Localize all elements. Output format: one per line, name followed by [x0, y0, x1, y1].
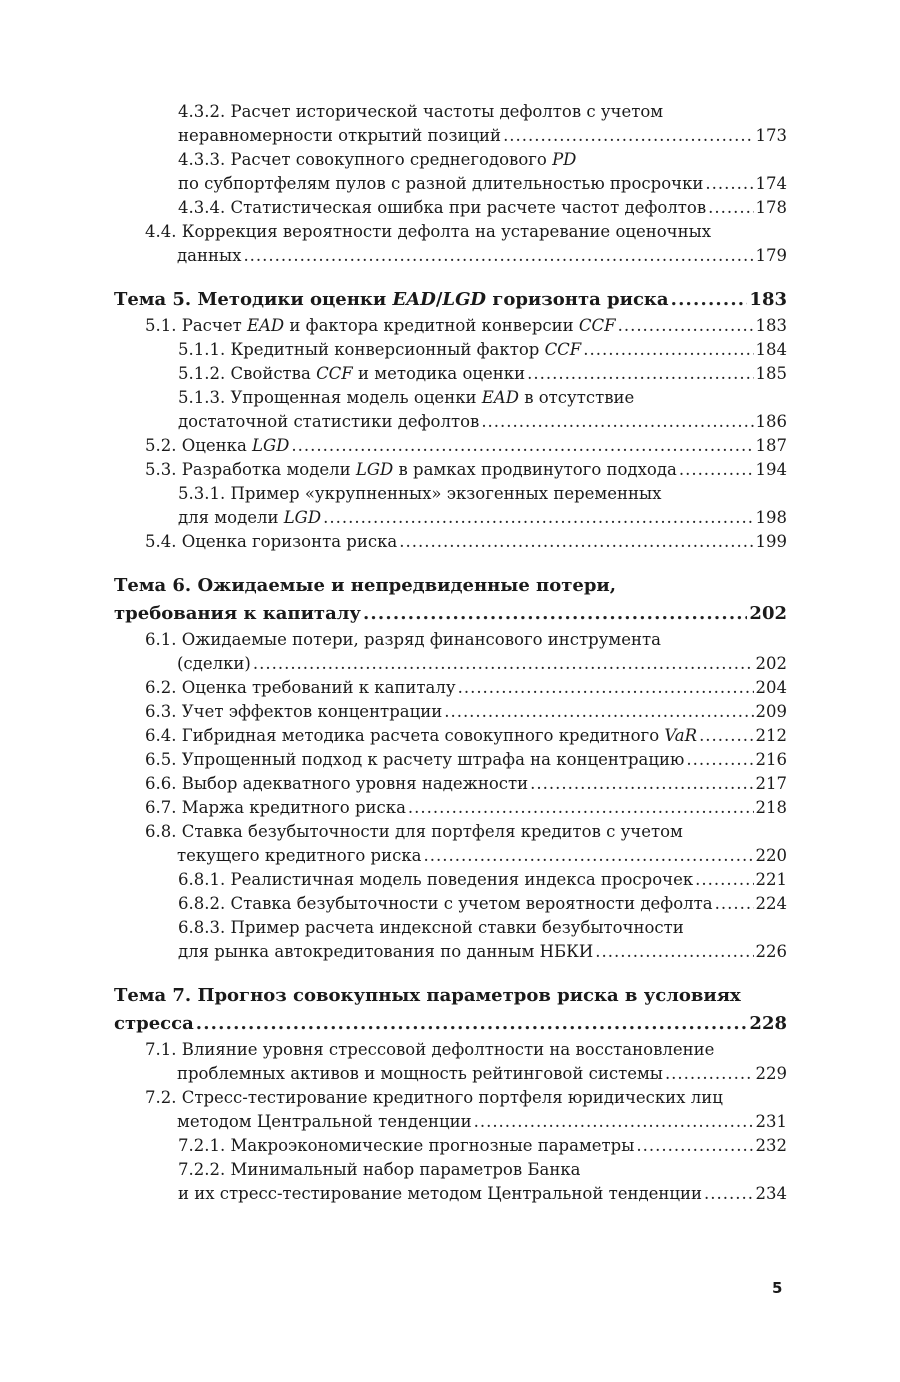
- entry-title: 5.1.2. Свойства CCF и методика оценки: [178, 364, 526, 383]
- entry-title: для модели LGD: [178, 508, 322, 527]
- entry-title: 6.2. Оценка требований к капиталу: [145, 678, 456, 697]
- entry-title-line: 5.1.3. Упрощенная модель оценки EAD в отсутствие: [178, 388, 635, 407]
- toc-entry: [114, 892, 787, 916]
- entry-title: Тема 5. Методики оценки EAD/LGD горизонта риска: [114, 289, 669, 310]
- page-ref: 187: [755, 436, 787, 455]
- page-ref: 229: [755, 1064, 787, 1083]
- leader-dots: [399, 530, 753, 554]
- entry-title-line: 7.1. Влияние уровня стрессовой дефолтности на восстановление: [145, 1040, 715, 1059]
- entry-title: проблемных активов и мощность рейтинговой системы: [177, 1064, 663, 1083]
- entry-title: 4.3.4. Статистическая ошибка при расчете частот дефолтов: [178, 198, 707, 217]
- toc-entry: [114, 458, 787, 482]
- leader-dots: [583, 338, 753, 362]
- page-ref: 194: [755, 460, 787, 479]
- page-ref: 218: [755, 798, 787, 817]
- entry-title-line: 7.2. Стресс-тестирование кредитного портфеля юридических лиц: [145, 1088, 723, 1107]
- toc-entry: [114, 530, 787, 554]
- toc-entry: [114, 434, 787, 458]
- toc-entry: [114, 196, 787, 220]
- leader-dots: [408, 796, 754, 820]
- entry-title: 5.3. Разработка модели LGD в рамках продвинутого подхода: [145, 460, 677, 479]
- toc-entry: [114, 338, 787, 362]
- toc-entry: [114, 482, 787, 530]
- leader-dots: [423, 844, 753, 868]
- page-number: 5: [772, 1279, 783, 1297]
- leader-dots: [705, 172, 753, 196]
- entry-title: 5.4. Оценка горизонта риска: [145, 532, 398, 551]
- entry-title-line: 6.8. Ставка безубыточности для портфеля кредитов с учетом: [145, 822, 683, 841]
- entry-title: для рынка автокредитования по данным НБКИ: [178, 942, 594, 961]
- entry-title: 6.5. Упрощенный подход к расчету штрафа на концентрацию: [145, 750, 685, 769]
- chapter-title-line: Тема 7. Прогноз совокупных параметров риска в условиях: [114, 985, 741, 1006]
- toc-entry: [114, 362, 787, 386]
- chapter-heading: [114, 982, 787, 1038]
- leader-dots: [699, 724, 753, 748]
- leader-dots: [686, 748, 753, 772]
- leader-dots: [527, 362, 753, 386]
- leader-dots: [444, 700, 753, 724]
- entry-title: 6.3. Учет эффектов концентрации: [145, 702, 443, 721]
- toc-entry: [114, 772, 787, 796]
- page-ref: 198: [755, 508, 787, 527]
- toc-entry: [114, 676, 787, 700]
- entry-title-line: 6.1. Ожидаемые потери, разряд финансового инструмента: [145, 630, 661, 649]
- leader-dots: [253, 652, 754, 676]
- toc-entry: [114, 386, 787, 434]
- page-ref: 173: [755, 126, 787, 145]
- entry-title-line: 7.2.2. Минимальный набор параметров Банка: [178, 1160, 581, 1179]
- page-ref: 184: [755, 340, 787, 359]
- toc-entry: [114, 1158, 787, 1206]
- toc-entry: [114, 1038, 787, 1086]
- entry-title: по субпортфелям пулов с разной длительностью просрочки: [178, 174, 704, 193]
- entry-title: 5.1.1. Кредитный конверсионный фактор CCF: [178, 340, 582, 359]
- entry-title: 7.2.1. Макроэкономические прогнозные параметры: [178, 1136, 635, 1155]
- entry-title-line: 4.3.3. Расчет совокупного среднегодового PD: [178, 150, 577, 169]
- entry-title: и их стресс-тестирование методом Центральной тенденции: [178, 1184, 702, 1203]
- entry-title: 6.4. Гибридная методика расчета совокупного кредитного VaR: [145, 726, 698, 745]
- leader-dots: [363, 600, 747, 628]
- page-ref: 204: [755, 678, 787, 697]
- entry-title: текущего кредитного риска: [177, 846, 422, 865]
- page-ref: 217: [755, 774, 787, 793]
- toc-entry: [114, 700, 787, 724]
- page-ref: 202: [755, 654, 787, 673]
- chapter-heading: [114, 286, 787, 314]
- page-ref: 179: [755, 246, 787, 265]
- entry-title: 5.1. Расчет EAD и фактора кредитной конверсии CCF: [145, 316, 616, 335]
- page-ref: 228: [749, 1013, 787, 1034]
- page-ref: 216: [755, 750, 787, 769]
- leader-dots: [618, 314, 754, 338]
- leader-dots: [530, 772, 753, 796]
- entry-title: 6.7. Маржа кредитного риска: [145, 798, 406, 817]
- page-ref: 202: [749, 603, 787, 624]
- leader-dots: [715, 892, 754, 916]
- page-ref: 186: [755, 412, 787, 431]
- toc-entry: [114, 748, 787, 772]
- entry-title: стресса: [114, 1013, 194, 1034]
- toc-entry: [114, 820, 787, 868]
- chapter-title-line: Тема 6. Ожидаемые и непредвиденные потери,: [114, 575, 617, 596]
- toc-entry: [114, 220, 787, 268]
- leader-dots: [458, 676, 754, 700]
- toc-entry: [114, 1134, 787, 1158]
- page-ref: 231: [755, 1112, 787, 1131]
- leader-dots: [323, 506, 753, 530]
- page-ref: 226: [755, 942, 787, 961]
- leader-dots: [695, 868, 753, 892]
- leader-dots: [243, 244, 753, 268]
- toc-entry: [114, 916, 787, 964]
- page-ref: 183: [755, 316, 787, 335]
- toc-entry: [114, 628, 787, 676]
- page-ref: 234: [755, 1184, 787, 1203]
- chapter-heading: [114, 572, 787, 628]
- toc-entry: [114, 724, 787, 748]
- entry-title: 6.6. Выбор адекватного уровня надежности: [145, 774, 529, 793]
- page-ref: 209: [755, 702, 787, 721]
- entry-title: 6.8.1. Реалистичная модель поведения индекса просрочек: [178, 870, 694, 889]
- leader-dots: [481, 410, 753, 434]
- entry-title: методом Центральной тенденции: [177, 1112, 472, 1131]
- page-ref: 212: [755, 726, 787, 745]
- page-ref: 185: [755, 364, 787, 383]
- leader-dots: [679, 458, 754, 482]
- leader-dots: [291, 434, 753, 458]
- toc-entry: [114, 796, 787, 820]
- entry-title: 6.8.2. Ставка безубыточности с учетом вероятности дефолта: [178, 894, 713, 913]
- leader-dots: [595, 940, 753, 964]
- toc-entry: [114, 314, 787, 338]
- entry-title-line: 4.3.2. Расчет исторической частоты дефолтов с учетом: [178, 102, 664, 121]
- entry-title: 5.2. Оценка LGD: [145, 436, 290, 455]
- leader-dots: [704, 1182, 754, 1206]
- page-ref: 178: [755, 198, 787, 217]
- toc-entry: [114, 100, 787, 148]
- leader-dots: [636, 1134, 753, 1158]
- leader-dots: [708, 196, 753, 220]
- leader-dots: [671, 286, 748, 314]
- entry-title: неравномерности открытий позиций: [178, 126, 502, 145]
- page-ref: 221: [755, 870, 787, 889]
- page-ref: 199: [755, 532, 787, 551]
- page-ref: 224: [755, 894, 787, 913]
- leader-dots: [474, 1110, 754, 1134]
- toc-entry: [114, 148, 787, 196]
- table-of-contents: [114, 100, 787, 1206]
- entry-title: (сделки): [177, 654, 251, 673]
- leader-dots: [665, 1062, 754, 1086]
- entry-title-line: 4.4. Коррекция вероятности дефолта на устаревание оценочных: [145, 222, 712, 241]
- toc-entry: [114, 1086, 787, 1134]
- entry-title: данных: [177, 246, 242, 265]
- entry-title-line: 6.8.3. Пример расчета индексной ставки безубыточности: [178, 918, 684, 937]
- page-ref: 220: [755, 846, 787, 865]
- toc-entry: [114, 868, 787, 892]
- page-ref: 232: [755, 1136, 787, 1155]
- page-ref: 183: [749, 289, 787, 310]
- leader-dots: [503, 124, 753, 148]
- leader-dots: [196, 1010, 748, 1038]
- entry-title: достаточной статистики дефолтов: [178, 412, 480, 431]
- page-ref: 174: [755, 174, 787, 193]
- entry-title: требования к капиталу: [114, 603, 361, 624]
- entry-title-line: 5.3.1. Пример «укрупненных» экзогенных переменных: [178, 484, 662, 503]
